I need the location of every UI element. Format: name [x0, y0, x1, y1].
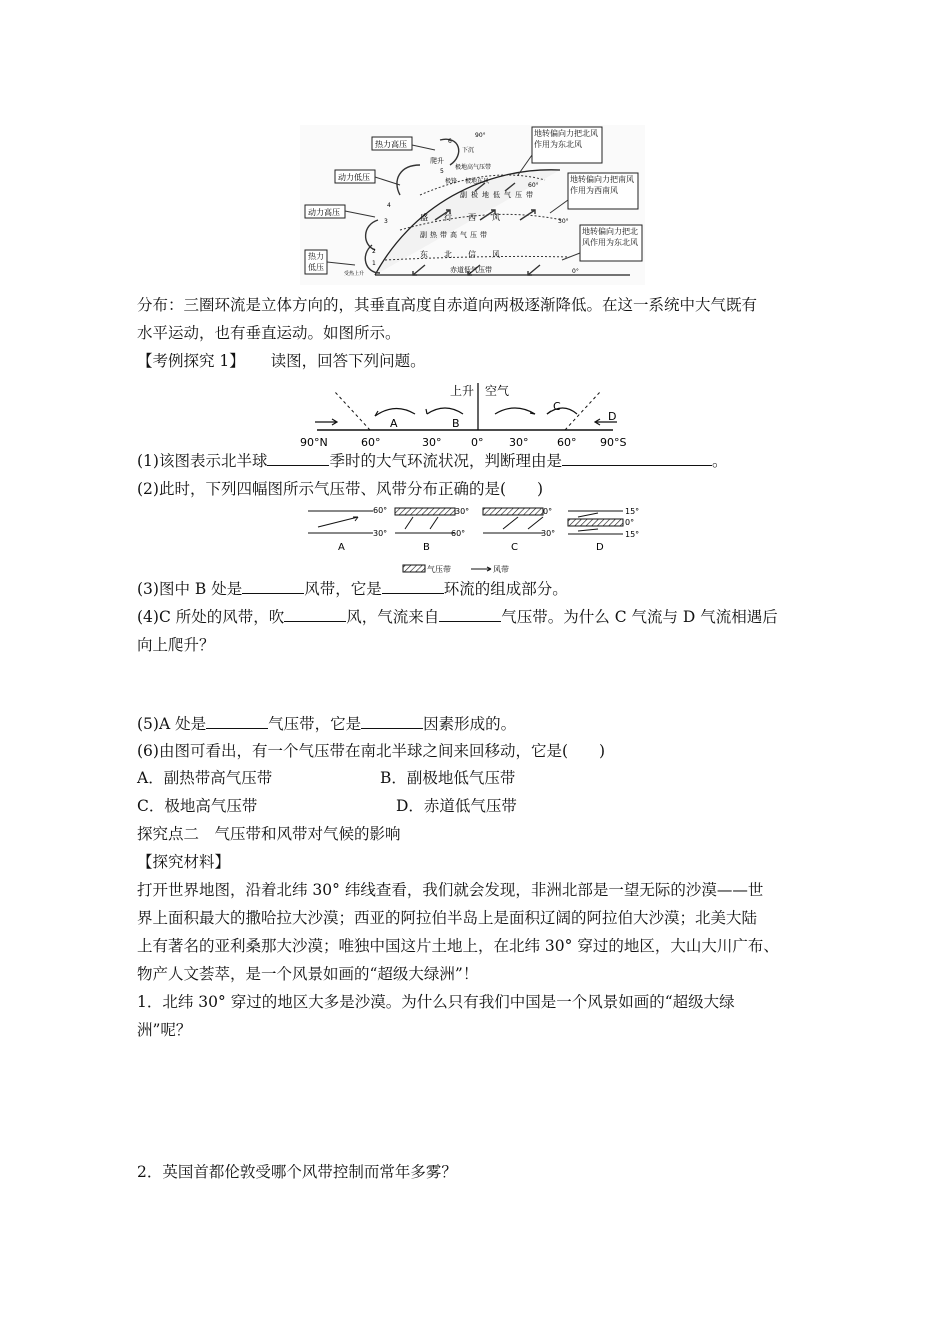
question-2: (2)此时，下列四幅图所示气压带、风带分布正确的是( ) [137, 480, 544, 498]
point-c: C [553, 400, 561, 413]
para-distribution-1: 分布：三圈环流是立体方向的，其垂直高度自赤道向两极逐渐降低。在这一系统中大气既有 [137, 296, 758, 314]
callout-1: 地转偏向力把北风作用为东北风 [534, 129, 598, 149]
label-rise-fig2: 上升 [450, 384, 475, 398]
callout-2: 地转偏向力把南风作用为西南风 [570, 175, 634, 195]
label-westerlies: 盛行西风 [420, 213, 516, 222]
opt-a-top: 60° [373, 506, 388, 515]
question-4 [137, 607, 778, 627]
label-subtropical-high: 副热带高气压带 [420, 231, 490, 239]
material-line-4: 物产人文荟萃，是一个风景如画的“超级大绿洲”！ [137, 965, 479, 983]
label-num1: 1 [372, 260, 376, 267]
q4-part-a: (4)C 所处的风带，吹 [137, 608, 285, 626]
label-ne-trades: 东北信风 [420, 250, 516, 259]
label-rise: 爬升 [430, 157, 444, 165]
q1-part-a: (1)该图表示北半球 [137, 452, 268, 470]
box-thermal-high: 热力高压 [375, 140, 407, 149]
options-diagram [303, 503, 653, 578]
sub-question-1-cont: 洲”呢？ [137, 1021, 192, 1039]
opt-a-label: A [338, 542, 345, 553]
q5-part-a: (5)A 处是 [137, 715, 207, 733]
tick-0: 0° [471, 436, 484, 449]
example-intro: 读图，回答下列问题。 [270, 352, 426, 370]
q3-part-b: 风带，它是 [304, 580, 382, 598]
label-30: 30° [558, 218, 569, 225]
q4-part-b: 风，气流来自 [346, 608, 440, 626]
question-5 [137, 714, 516, 734]
option-a: A．副热带高气压带 [137, 769, 273, 787]
label-60: 60° [528, 182, 539, 189]
opt-a-bottom: 30° [373, 529, 388, 538]
material-line-3: 上有著名的亚利桑那大沙漠；唯独中国这片土地上，在北纬 30° 穿过的地区，大山大川广布、 [137, 937, 779, 955]
opt-d-label: D [596, 542, 604, 553]
label-sink: 下沉 [462, 147, 475, 154]
question-4-cont: 向上爬升？ [137, 636, 215, 654]
option-c: C．极地高气压带 [137, 797, 258, 815]
opt-d-bottom: 15° [625, 530, 640, 539]
label-num2: 2 [372, 248, 376, 255]
q3-part-a: (3)图中 B 处是 [137, 580, 243, 598]
point-b: B [452, 417, 460, 430]
q4-blank-1[interactable] [284, 607, 346, 622]
opt-b-top: 30° [455, 507, 470, 516]
tick-90s: 90°S [600, 436, 627, 449]
q1-blank-reason[interactable] [562, 451, 712, 466]
box-thermal-low: 热力低压 [308, 252, 324, 272]
q5-blank-2[interactable] [361, 714, 423, 729]
circulation-cross-section [295, 380, 640, 452]
section-2-title: 探究点二 气压带和风带对气候的影响 [137, 825, 401, 843]
question-6: (6)由图可看出，有一个气压带在南北半球之间来回移动，它是( ) [137, 742, 606, 760]
label-num3: 3 [384, 218, 388, 225]
box-dynamic-low: 动力低压 [338, 173, 370, 182]
option-b: B．副极地低气压带 [380, 769, 516, 787]
label-subpolar-low: 副极地低气压带 [460, 191, 537, 199]
sub-question-1: 1．北纬 30° 穿过的地区大多是沙漠。为什么只有我们中国是一个风景如画的“超级大绿 [137, 993, 735, 1011]
callout-3: 地转偏向力把北风作用为东北风 [582, 227, 638, 247]
opt-b-bottom: 60° [451, 529, 466, 538]
question-1 [137, 451, 728, 471]
q1-part-b: 季时的大气环流状况，判断理由是 [329, 452, 562, 470]
opt-b-label: B [423, 542, 430, 553]
sub-question-2: 2．英国首都伦敦受哪个风带控制而常年多雾？ [137, 1163, 457, 1181]
q3-blank-2[interactable] [382, 579, 444, 594]
q4-blank-2[interactable] [439, 607, 501, 622]
q1-end: 。 [711, 452, 728, 470]
q4-part-c: 气压带。为什么 C 气流与 D 气流相遇后 [501, 608, 778, 626]
q3-blank-1[interactable] [242, 579, 304, 594]
box-dynamic-high: 动力高压 [308, 208, 340, 217]
q3-part-c: 环流的组成部分。 [443, 580, 568, 598]
label-90: 90° [475, 132, 486, 139]
question-3 [137, 579, 568, 599]
q5-part-b: 气压带，它是 [268, 715, 362, 733]
tick-60s: 60° [557, 436, 577, 449]
material-line-2: 界上面积最大的撒哈拉大沙漠；西亚的阿拉伯半岛上是面积辽阔的阿拉伯大沙漠；北美大陆 [137, 909, 758, 927]
opt-c-top: 0° [543, 507, 553, 516]
tick-30s: 30° [509, 436, 529, 449]
opt-d-mid: 0° [625, 518, 635, 527]
opt-c-bottom: 30° [541, 529, 556, 538]
label-equatorial-low: 赤道低气压带 [450, 266, 492, 274]
opt-d-top: 15° [625, 507, 640, 516]
legend-wind: 风带 [493, 565, 509, 574]
q1-blank-season[interactable] [267, 451, 329, 466]
example-heading [137, 351, 426, 371]
q5-blank-1[interactable] [206, 714, 268, 729]
tick-30n: 30° [422, 436, 442, 449]
three-cell-circulation-diagram [300, 125, 645, 285]
label-num5: 5 [440, 168, 444, 175]
para-distribution-2: 水平运动，也有垂直运动。如图所示。 [137, 324, 401, 342]
material-line-1: 打开世界地图，沿着北纬 30° 纬线查看，我们就会发现，非洲北部是一望无际的沙漠——世 [137, 881, 764, 899]
point-d: D [608, 410, 617, 423]
example-heading-label: 【考例探究 1】 [137, 352, 245, 370]
label-polar-east: 极地东风 [465, 178, 490, 185]
label-num4: 4 [387, 202, 391, 209]
material-heading: 【探究材料】 [137, 853, 231, 871]
q5-part-c: 因素形成的。 [423, 715, 517, 733]
label-air: 空气 [485, 384, 510, 398]
label-polar-high: 极地高气压带 [455, 164, 492, 171]
label-0: 0° [572, 268, 579, 275]
point-a: A [390, 417, 398, 430]
tick-60n: 60° [361, 436, 381, 449]
label-polar-front: 极锋 [445, 178, 458, 185]
label-num6: 6 [448, 138, 452, 145]
label-heated-rise: 受热上升 [344, 271, 365, 277]
opt-c-label: C [511, 542, 518, 553]
legend-pressure: 气压带 [427, 565, 451, 574]
option-d: D．赤道低气压带 [396, 797, 517, 815]
tick-90n: 90°N [300, 436, 328, 449]
